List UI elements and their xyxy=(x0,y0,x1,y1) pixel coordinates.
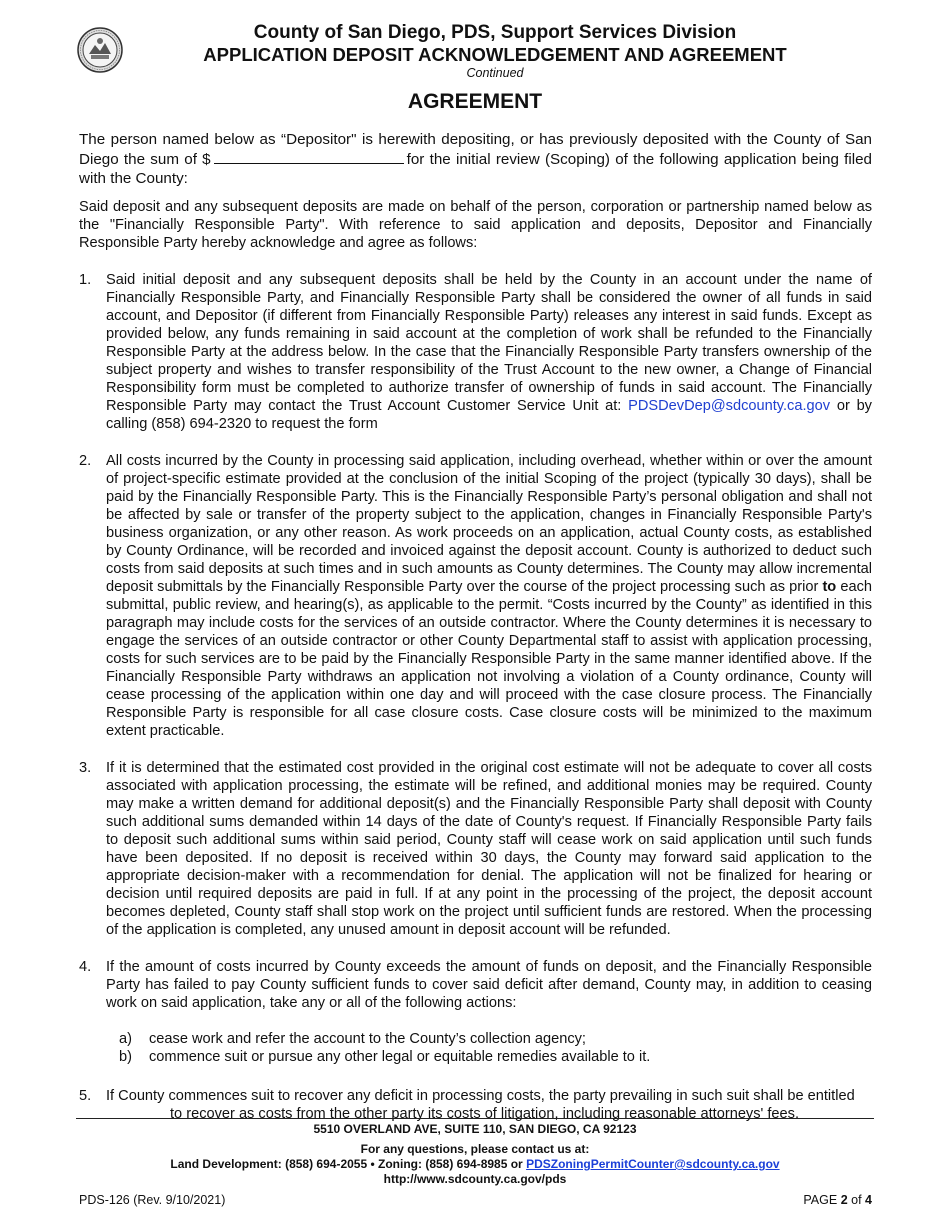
footer-contacts: Land Development: (858) 694-2055 • Zoning: (858) 694-8985 or PDSZoningPermitCounter@sdcounty.ca.gov xyxy=(170,1157,780,1171)
list-item: 5. If County commences suit to recover any deficit in processing costs, the party prevailing in such suit shall be entitled to recover as costs from the other party its costs of litigation, including reasonable attorneys' fees. xyxy=(79,1087,855,1122)
section-title: AGREEMENT xyxy=(407,90,543,113)
footer-questions: For any questions, please contact us at: xyxy=(360,1142,590,1156)
header-continued: Continued xyxy=(466,66,524,80)
form-number: PDS-126 (Rev. 9/10/2021) xyxy=(79,1193,226,1207)
list-item: 1. Said initial deposit and any subsequent deposits shall be held by the County in an account under the name of Financially Responsible Party, and Financially Responsible Party shall be considered the owner of all funds in said account, and Depositor (if different from Financially Responsible Party) releases any interest in said funds. Except as provided below, any funds remaining in said account at the completion of work shall be refunded to the Financially Responsible Party at the address below. In the case that the Financially Responsible Party transfers ownership of the subject property and wishes to transfer responsibility of the Trust Account to the new owner, a Change of Financial Responsibility form must be completed to authorize transfer of ownership of funds in said account. The Financially Responsible Party may contact the Trust Account Customer Service Unit at: PDSDevDep@sdcounty.ca.gov or by calling (858) 694-2320 to request the form xyxy=(79,271,872,432)
intro-paragraph: The person named below as “Depositor" is herewith depositing, or has previously deposited with the County of San Diego the sum of $ for the initial review (Scoping) of the following application being filed with the County: xyxy=(79,131,872,187)
header-org: County of San Diego, PDS, Support Services Division xyxy=(253,22,737,43)
county-seal-icon xyxy=(77,27,123,73)
sub-list-item: a) cease work and refer the account to the County’s collection agency; xyxy=(119,1030,586,1047)
sub-list xyxy=(79,1030,872,1066)
footer-website[interactable]: http://www.sdcounty.ca.gov/pds xyxy=(383,1172,567,1186)
footer-divider xyxy=(76,1118,874,1119)
zoning-email-link[interactable]: PDSZoningPermitCounter@sdcounty.ca.gov xyxy=(526,1157,780,1171)
footer-address: 5510 OVERLAND AVE, SUITE 110, SAN DIEGO, CA 92123 xyxy=(313,1122,637,1136)
list-item: 3. If it is determined that the estimated cost provided in the original cost estimate will not be adequate to cover all costs associated with application processing, the estimate will be refined, and additional monies may be required. County may make a written demand for additional deposit(s) and the Financially Responsible Party shall deposit with County such additional sums demanded within 14 days of the date of County's request. If Financially Responsible Party fails to deposit such additional sums within said period, County staff will cease work on said application until such funds have been deposited. If no deposit is received within 30 days, the County may forward said application to the appropriate decision-maker with a recommendation for denial. The application will not be finalized for hearing or decision until required deposits are paid in full. If at any point in the processing of the project, the deposit account becomes depleted, County staff shall stop work on the project until sufficient funds are restored. When the processing of the application is completed, any unused amount in deposit account will be refunded. xyxy=(79,759,872,938)
sub-list-item: b) commence suit or pursue any other legal or equitable remedies available to it. xyxy=(119,1048,651,1065)
page-number: PAGE 2 of 4 xyxy=(803,1193,872,1207)
list-item: 4. If the amount of costs incurred by County exceeds the amount of funds on deposit, and the Financially Responsible Party has failed to pay County sufficient funds to cover said deficit after demand, County may, in addition to ceasing work on said application, take any or all of the following actions: xyxy=(79,958,872,1011)
terms-paragraph: Said deposit and any subsequent deposits are made on behalf of the person, corporation or partnership named below as the "Financially Responsible Party". With reference to said application and deposits, Depositor and Financially Responsible Party hereby acknowledge and agree as follows: xyxy=(79,198,872,251)
list-item: 2. All costs incurred by the County in processing said application, including overhead, whether within or over the amount of project-specific estimate provided at the conclusion of the initial Scoping of the project (typically 30 days), shall be paid by the Financially Responsible Party. This is the Financially Responsible Party’s personal obligation and shall not be affected by sale or transfer of the property subject to the application, changes in Financially Responsible Party's business organization, or any other reason. As work proceeds on an application, actual County costs, as established by County Ordinance, will be recorded and invoiced against the deposit account. County is authorized to deduct such costs from said deposits at such times and in such amounts as County determines. The County may allow incremental deposit submittals by the Financially Responsible Party over the course of the project processing such as prior to each submittal, public review, and hearing(s), as applicable to the permit. “Costs incurred by the County” as identified in this paragraph may include costs for the services of an outside contractor. Where the County determines it is necessary to engage the services of an outside contractor or other County Departmental staff to assist with application processing, costs for such services are to be paid by the Financially Responsible Party in the same manner identified above. If the Financially Responsible Party withdraws an application not involving a violation of a County ordinance, County will cease processing of the application within one day and will proceed with the case closure process. The Financially Responsible Party is responsible for all case closure costs. Case closure costs will be minimized to the maximum extent practicable. xyxy=(79,452,872,739)
agreement-body xyxy=(79,130,872,1123)
trust-account-email-link[interactable]: PDSDevDep@sdcounty.ca.gov xyxy=(628,397,831,414)
page-footer xyxy=(0,1122,950,1187)
header-doc-title: APPLICATION DEPOSIT ACKNOWLEDGEMENT AND AGREEMENT xyxy=(203,44,787,65)
document-header xyxy=(150,22,840,80)
deposit-amount-field[interactable] xyxy=(214,150,404,164)
